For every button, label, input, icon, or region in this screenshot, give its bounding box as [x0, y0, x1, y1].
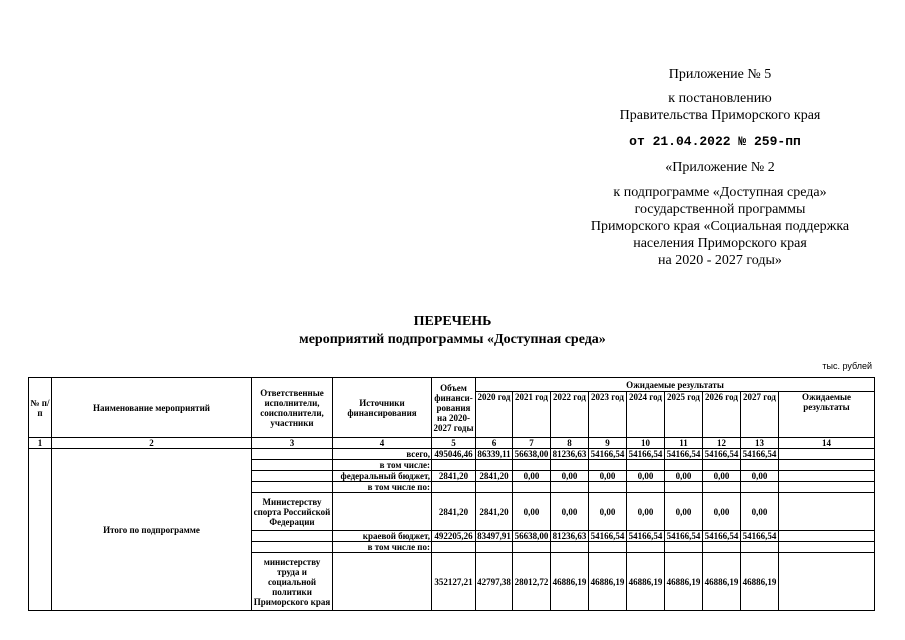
year-value-cell: 54166,54 [589, 531, 627, 542]
year-value-cell: 46886,19 [665, 553, 703, 611]
year-value-cell: 0,00 [741, 471, 779, 482]
responsible-cell [252, 531, 333, 542]
column-number: 8 [551, 438, 589, 449]
header-year: 2026 год [703, 392, 741, 438]
year-value-cell [741, 482, 779, 493]
year-value-cell: 54166,54 [665, 531, 703, 542]
year-value-cell [665, 482, 703, 493]
column-number: 13 [741, 438, 779, 449]
expected-results-cell [779, 482, 875, 493]
year-value-cell: 0,00 [665, 471, 703, 482]
volume-cell: 2841,20 [432, 471, 476, 482]
year-value-cell: 0,00 [627, 493, 665, 531]
document-title: ПЕРЕЧЕНЬ [413, 314, 492, 329]
header-name: Наименование мероприятий [52, 378, 252, 438]
year-value-cell [627, 460, 665, 471]
header-line-10: на 2020 - 2027 годы» [658, 253, 782, 268]
year-value-cell: 42797,38 [476, 553, 513, 611]
year-value-cell [513, 482, 551, 493]
source-cell: в том числе: [333, 460, 432, 471]
group-name-cell: Итого по подпрограмме [52, 449, 252, 611]
year-value-cell [513, 542, 551, 553]
year-value-cell: 46886,19 [627, 553, 665, 611]
year-value-cell [741, 460, 779, 471]
column-number: 10 [627, 438, 665, 449]
column-number: 9 [589, 438, 627, 449]
volume-cell: 352127,21 [432, 553, 476, 611]
expected-results-cell [779, 553, 875, 611]
column-number: 6 [476, 438, 513, 449]
year-value-cell: 46886,19 [741, 553, 779, 611]
year-value-cell: 56638,00 [513, 531, 551, 542]
year-value-cell: 54166,54 [627, 449, 665, 460]
expected-results-cell [779, 449, 875, 460]
header-year: 2027 год [741, 392, 779, 438]
year-value-cell: 0,00 [513, 471, 551, 482]
header-year: 2023 год [589, 392, 627, 438]
measures-table [28, 377, 875, 611]
year-value-cell: 46886,19 [703, 553, 741, 611]
year-value-cell: 54166,54 [665, 449, 703, 460]
volume-cell [432, 482, 476, 493]
header-expected-results: Ожидаемые результаты [779, 392, 875, 438]
year-value-cell [513, 460, 551, 471]
year-value-cell: 2841,20 [476, 493, 513, 531]
year-value-cell [703, 482, 741, 493]
year-value-cell [551, 542, 589, 553]
column-number: 5 [432, 438, 476, 449]
column-number: 2 [52, 438, 252, 449]
year-value-cell [551, 460, 589, 471]
year-value-cell: 86339,11 [477, 449, 511, 459]
header-volume: Объем финанси-рования на 2020-2027 годы [432, 378, 476, 438]
header-line-7: государственной программы [634, 202, 806, 217]
resolution-stamp: от 21.04.2022 № 259-пп [629, 134, 801, 149]
year-value-cell: 54166,54 [589, 449, 627, 460]
volume-cell: 492205,26 [432, 531, 476, 542]
source-cell: краевой бюджет, [333, 531, 432, 542]
year-value-cell [627, 542, 665, 553]
header-line-3: Правительства Приморского края [619, 108, 821, 123]
responsible-cell: Министерству спорта Российской Федерации [252, 493, 333, 531]
responsible-cell [252, 460, 333, 471]
year-value-cell [703, 542, 741, 553]
year-value-cell [741, 542, 779, 553]
header-line-8: Приморского края «Социальная поддержка [590, 219, 850, 234]
volume-cell: 2841,20 [432, 493, 476, 531]
responsible-cell [252, 542, 333, 553]
row-number-cell [29, 449, 52, 611]
header-source: Источники финансирования [333, 378, 432, 438]
expected-results-cell [779, 493, 875, 531]
header-line-5: «Приложение № 2 [665, 160, 775, 175]
year-value-cell: 0,00 [551, 493, 589, 531]
source-cell: федеральный бюджет, [333, 471, 432, 482]
column-number: 11 [665, 438, 703, 449]
header-line-6: к подпрограмме «Доступная среда» [613, 185, 827, 200]
source-cell: в том числе по: [333, 482, 432, 493]
year-value-cell: 83497,91 [477, 531, 511, 541]
header-year: 2022 год [551, 392, 589, 438]
column-number-row [29, 438, 875, 449]
expected-results-cell [779, 471, 875, 482]
table-row [29, 449, 875, 460]
year-value-cell: 46886,19 [589, 553, 627, 611]
year-value-cell [589, 482, 627, 493]
year-value-cell: 2841,20 [476, 471, 513, 482]
responsible-cell [252, 482, 333, 493]
year-value-cell: 0,00 [589, 471, 627, 482]
year-value-cell: 54166,54 [741, 449, 779, 460]
year-value-cell: 0,00 [665, 493, 703, 531]
header-line-1: Приложение № 5 [668, 67, 772, 82]
year-value-cell: 54166,54 [703, 531, 741, 542]
column-number: 3 [252, 438, 333, 449]
year-value-cell [476, 482, 513, 493]
expected-results-cell [779, 460, 875, 471]
volume-cell [432, 460, 476, 471]
year-value-cell: 0,00 [589, 493, 627, 531]
year-value-cell: 0,00 [513, 493, 551, 531]
year-value-cell: 46886,19 [551, 553, 589, 611]
expected-results-cell [779, 542, 875, 553]
expected-results-cell [779, 531, 875, 542]
volume-cell [432, 542, 476, 553]
column-number: 7 [513, 438, 551, 449]
volume-cell: 495046,46 [432, 449, 476, 460]
header-line-2: к постановлению [668, 91, 772, 106]
year-value-cell [589, 460, 627, 471]
year-value-cell: 0,00 [703, 471, 741, 482]
year-value-cell [665, 460, 703, 471]
year-value-cell: 0,00 [741, 493, 779, 531]
responsible-cell: министерству труда и социальной политики Приморского края [252, 553, 333, 611]
year-value-cell: 28012,72 [513, 553, 551, 611]
source-cell [333, 553, 432, 611]
year-value-cell: 54166,54 [627, 531, 665, 542]
year-value-cell: 81236,63 [551, 449, 589, 460]
year-value-cell [703, 460, 741, 471]
header-expected-group: Ожидаемые результаты [476, 378, 875, 392]
column-number: 12 [703, 438, 741, 449]
units-label: тыс. рублей [822, 361, 872, 371]
year-value-cell [589, 542, 627, 553]
year-value-cell: 0,00 [627, 471, 665, 482]
year-value-cell: 0,00 [551, 471, 589, 482]
document-subtitle: мероприятий подпрограммы «Доступная среда» [299, 332, 606, 347]
year-value-cell [665, 542, 703, 553]
column-number: 14 [779, 438, 875, 449]
year-value-cell: 56638,00 [513, 449, 551, 460]
column-number: 1 [29, 438, 52, 449]
year-value-cell [551, 482, 589, 493]
year-value-cell: 81236,63 [551, 531, 589, 542]
year-value-cell: 54166,54 [703, 449, 741, 460]
header-responsible: Ответственные исполнители, соисполнители, участники [252, 378, 333, 438]
source-cell: всего, [333, 449, 432, 460]
column-number: 4 [333, 438, 432, 449]
header-year: 2024 год [627, 392, 665, 438]
header-num: № п/п [29, 378, 52, 438]
header-year: 2025 год [665, 392, 703, 438]
source-cell [333, 493, 432, 531]
header-line-9: населения Приморского края [633, 236, 807, 251]
year-value-cell: 54166,54 [741, 531, 779, 542]
year-value-cell [476, 542, 513, 553]
responsible-cell [252, 449, 333, 460]
year-value-cell [627, 482, 665, 493]
header-year: 2021 год [513, 392, 551, 438]
year-value-cell [476, 460, 513, 471]
header-year: 2020 год [476, 392, 513, 438]
source-cell: в том числе по: [333, 542, 432, 553]
responsible-cell [252, 471, 333, 482]
year-value-cell: 0,00 [703, 493, 741, 531]
